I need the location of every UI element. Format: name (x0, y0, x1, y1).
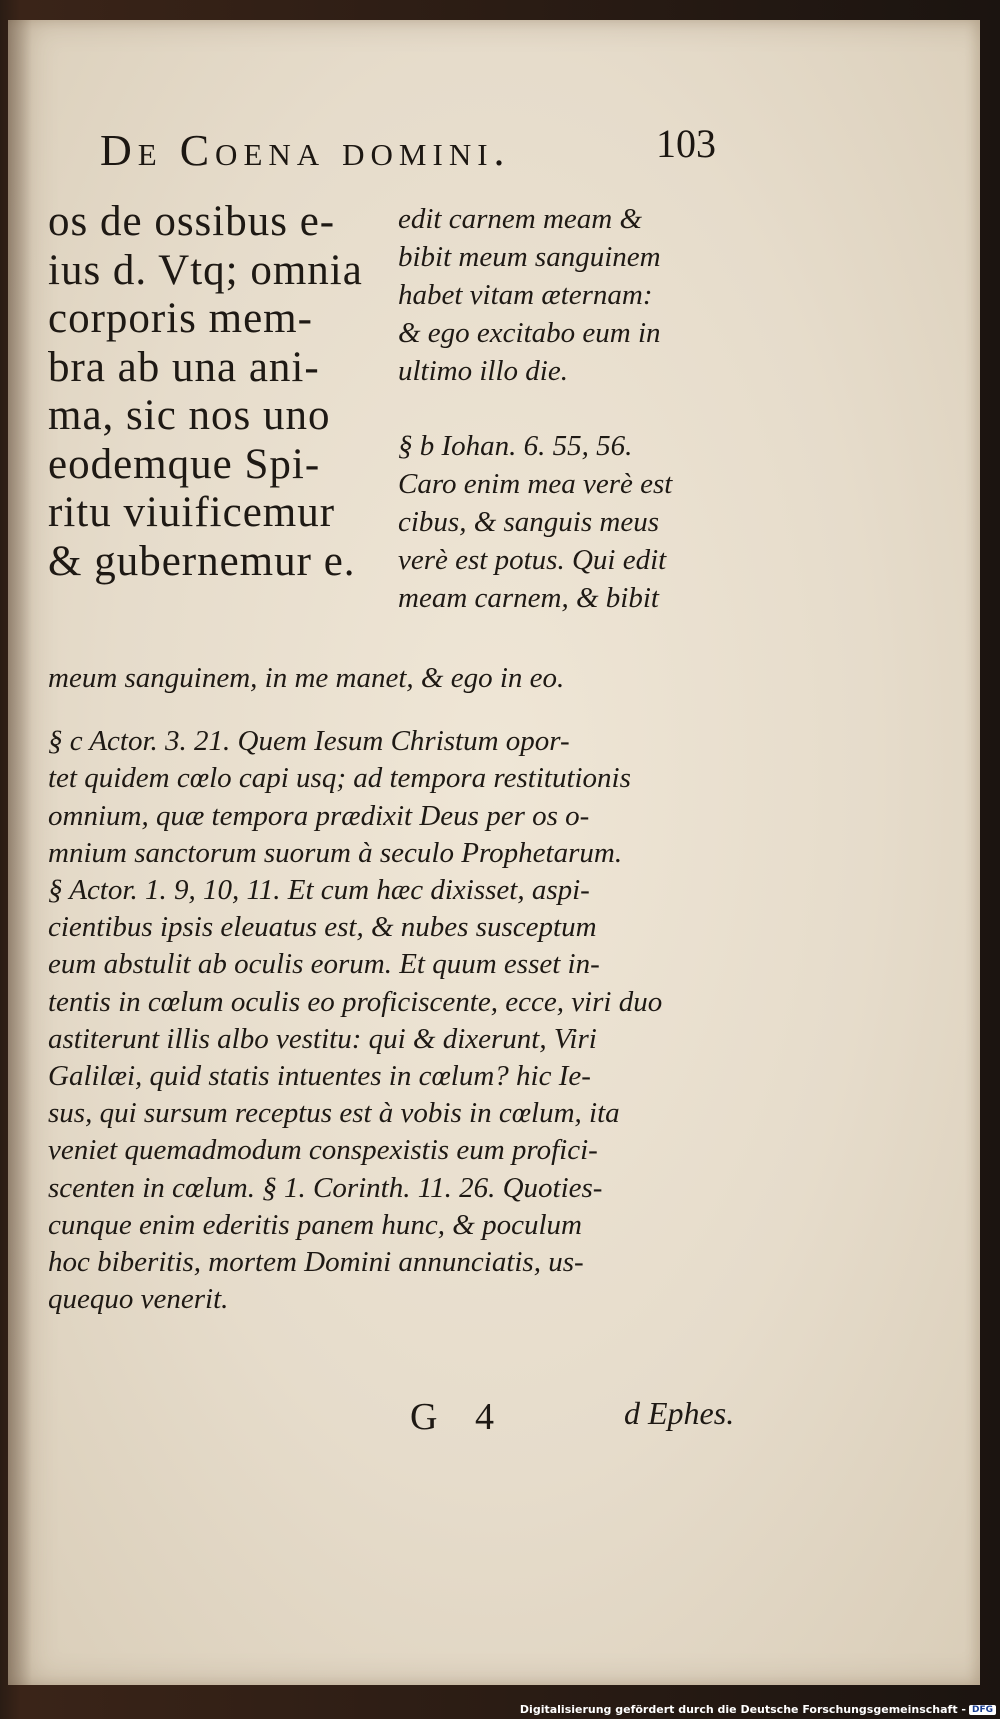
digitization-credit (520, 1703, 996, 1716)
side-note-line: bibit meum sanguinem (398, 241, 661, 273)
side-note-line: § b Iohan. 6. 55, 56. (398, 430, 633, 462)
main-text-line: corporis mem- (48, 295, 313, 342)
main-text-line: ius d. Vtq; omnia (48, 246, 363, 294)
note-line: cunque enim ederitis panem hunc, & poculum (48, 1208, 582, 1241)
main-text-line: ritu viuificemur (48, 489, 336, 536)
note-spacer (48, 697, 748, 723)
full-width-notes (48, 660, 748, 1318)
note-line: cientibus ipsis eleuatus est, & nubes susceptum (48, 911, 597, 944)
note-line: § c Actor. 3. 21. Quem Iesum Christum opor- (48, 725, 570, 758)
running-head (100, 125, 740, 176)
note-line: eum abstulit ab oculis eorum. Et quum esset in- (48, 948, 600, 981)
catchword: d Ephes. (624, 1395, 735, 1431)
main-text-line: os de ossibus e- (48, 198, 336, 245)
side-note-line: edit carnem meam & (398, 203, 643, 235)
book-page (8, 20, 980, 1685)
note-continuation-line: meum sanguinem, in me manet, & ego in eo. (48, 662, 565, 694)
side-note-line: meam carnem, & bibit (398, 582, 659, 614)
running-head-title: De Coena domini. (100, 126, 511, 175)
note-line: omnium, quæ tempora prædixit Deus per os o- (48, 799, 590, 832)
page-number: 103 (656, 121, 716, 166)
note-line: Galilæi, quid statis intuentes in cœlum? hic Ie- (48, 1060, 591, 1093)
note-line: mnium sanctorum suorum à seculo Prophetarum. (48, 836, 623, 869)
side-note-line: Caro enim mea verè est (398, 468, 673, 500)
side-note-line: habet vitam æternam: (398, 279, 653, 311)
note-line: hoc biberitis, mortem Domini annunciatis, us- (48, 1246, 584, 1279)
side-note-line: cibus, & sanguis meus (398, 506, 659, 538)
note-line: astiterunt illis albo vestitu: qui & dixerunt, Viri (48, 1022, 597, 1055)
note-line: tentis in cœlum oculis eo proficiscente, ecce, viri duo (48, 985, 663, 1018)
side-note-line: & ego excitabo eum in (398, 317, 661, 349)
main-text-line: eodemque Spi- (48, 440, 321, 488)
side-note-line: ultimo illo die. (398, 355, 568, 387)
side-note-column (398, 200, 728, 617)
main-text-column (48, 198, 378, 586)
note-line: sus, qui sursum receptus est à vobis in cœlum, ita (48, 1097, 620, 1130)
note-line: scenten in cœlum. § 1. Corinth. 11. 26. Quoties- (48, 1171, 603, 1204)
main-text-line: ma, sic nos uno (48, 392, 331, 439)
page-gutter-shadow (8, 20, 32, 1685)
note-gap (398, 390, 728, 427)
note-line: quequo venerit. (48, 1283, 229, 1316)
dfg-logo: DFG (969, 1705, 996, 1715)
signature-mark: G 4 (410, 1396, 508, 1438)
note-line: tet quidem cœlo capi usq; ad tempora restitutionis (48, 762, 631, 795)
main-text-line: bra ab una ani- (48, 343, 320, 391)
credit-text: Digitalisierung gefördert durch die Deutsche Forschungsgemeinschaft - (519, 1703, 966, 1716)
note-line: veniet quemadmodum conspexistis eum profici- (48, 1134, 598, 1167)
side-note-line: verè est potus. Qui edit (398, 544, 667, 576)
main-text-line: & gubernemur e. (48, 537, 356, 585)
note-line: § Actor. 1. 9, 10, 11. Et cum hæc dixisset, aspi- (48, 874, 590, 907)
